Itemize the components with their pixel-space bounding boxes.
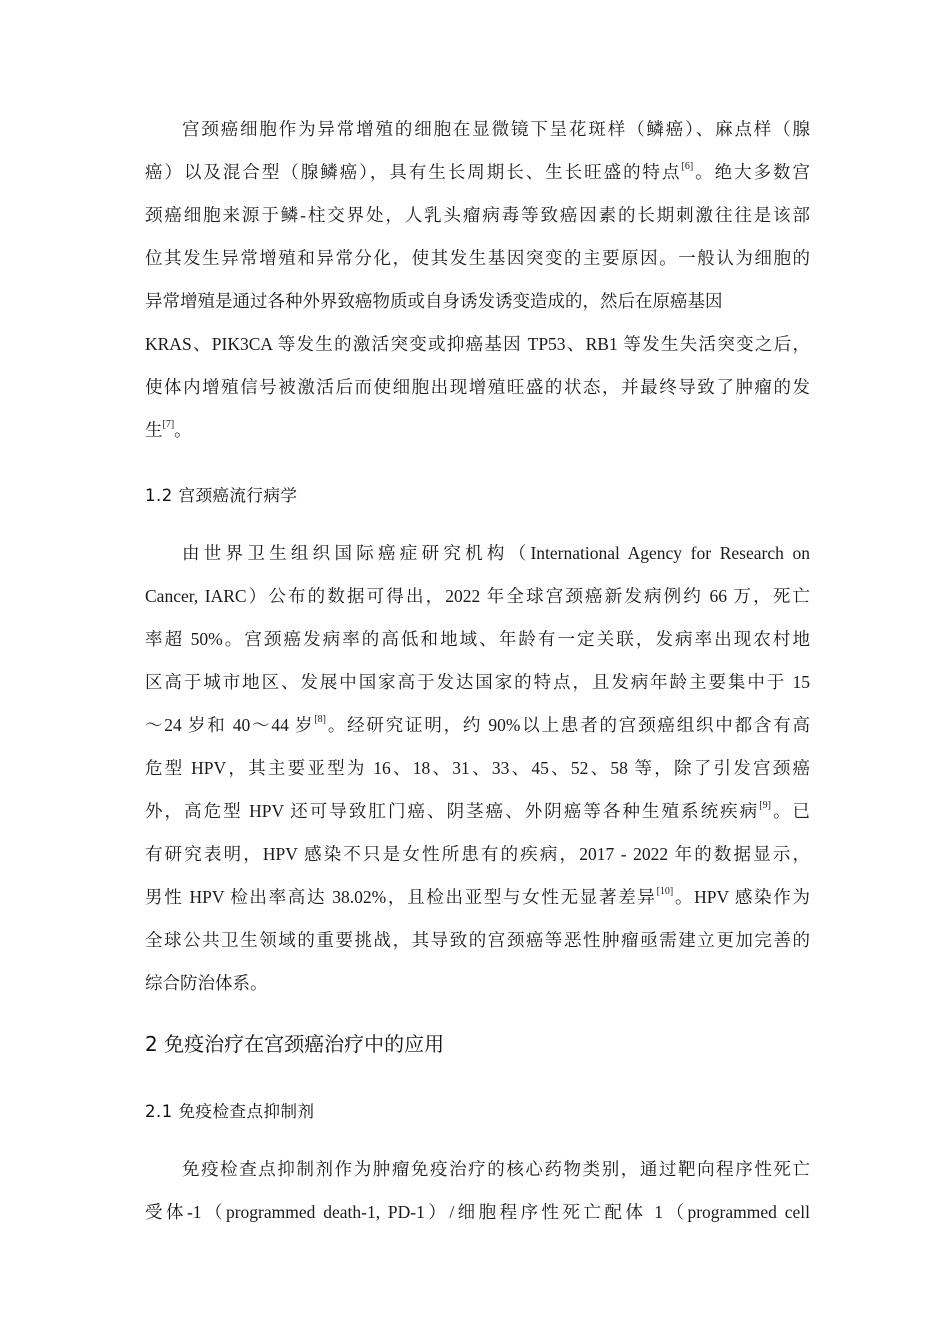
text-line: 区高于城市地区、发展中国家高于发达国家的特点，且发病年龄主要集中于 15 (145, 672, 810, 692)
text-line: 综合防治体系。 (145, 973, 268, 993)
paragraph-cell-morphology (145, 108, 810, 452)
text-line: 全球公共卫生领域的重要挑战，其导致的宫颈癌等恶性肿瘤亟需建立更加完善的 (145, 930, 810, 950)
text-line: 癌）以及混合型（腺鳞癌），具有生长周期长、生长旺盛的特点[6]。绝大多数宫 (145, 161, 811, 182)
text-line: 率超 50%。宫颈癌发病率的高低和地域、年龄有一定关联，发病率出现农村地 (145, 629, 810, 649)
text-line: 有研究表明，HPV 感染不只是女性所患有的疾病，2017 - 2022 年的数据显示， (145, 844, 810, 864)
text-line: ～24 岁和 40～44 岁[8]。经研究证明，约 90%以上患者的宫颈癌组织中都含有高 (145, 714, 811, 735)
text-line: 生[7]。 (145, 419, 192, 440)
section-heading-1-2: 1.2 宫颈癌流行病学 (145, 486, 298, 505)
section-heading-2-1: 2.1 免疫检查点抑制剂 (145, 1102, 315, 1121)
paragraph-checkpoint-inhibitors (145, 1148, 810, 1234)
text-line: 颈癌细胞来源于鳞-柱交界处，人乳头瘤病毒等致癌因素的长期刺激往往是该部 (145, 205, 810, 225)
text-line: 免疫检查点抑制剂作为肿瘤免疫治疗的核心药物类别，通过靶向程序性死亡 (182, 1159, 810, 1179)
text-line: 使体内增殖信号被激活后而使细胞出现增殖旺盛的状态，并最终导致了肿瘤的发 (145, 377, 810, 397)
text-line: 宫颈癌细胞作为异常增殖的细胞在显微镜下呈花斑样（鳞癌）、麻点样（腺 (182, 119, 810, 139)
section-heading-2: 2 免疫治疗在宫颈癌治疗中的应用 (145, 1032, 445, 1056)
text-line: 由世界卫生组织国际癌症研究机构（International Agency for Research on (182, 543, 810, 563)
citation-6: [6] (681, 161, 694, 173)
text-line: Cancer, IARC）公布的数据可得出，2022 年全球宫颈癌新发病例约 66 万，死亡 (145, 586, 810, 606)
citation-8: [8] (314, 714, 327, 726)
text-line: 危型 HPV，其主要亚型为 16、18、31、33、45、52、58 等，除了引发宫颈癌 (145, 758, 810, 778)
text-line: 位其发生异常增殖和异常分化，使其发生基因突变的主要原因。一般认为细胞的 (145, 248, 810, 268)
text-line: 男性 HPV 检出率高达 38.02%，且检出亚型与女性无显著差异[10]。HPV 感染作为 (145, 886, 810, 907)
text-line: KRAS、PIK3CA 等发生的激活突变或抑癌基因 TP53、RB1 等发生失活突变之后， (145, 334, 810, 354)
citation-10: [10] (656, 886, 674, 898)
text-line: 外，高危型 HPV 还可导致肛门癌、阴茎癌、外阴癌等各种生殖系统疾病[9]。已 (145, 800, 810, 821)
text-line: 异常增殖是通过各种外界致癌物质或自身诱发诱变造成的，然后在原癌基因 (145, 291, 723, 311)
citation-9: [9] (759, 800, 771, 812)
citation-7: [7] (162, 419, 175, 431)
text-line: 受体-1（programmed death-1, PD-1）/细胞程序性死亡配体 1（programmed cell (145, 1202, 810, 1222)
paragraph-epidemiology (145, 532, 810, 1005)
